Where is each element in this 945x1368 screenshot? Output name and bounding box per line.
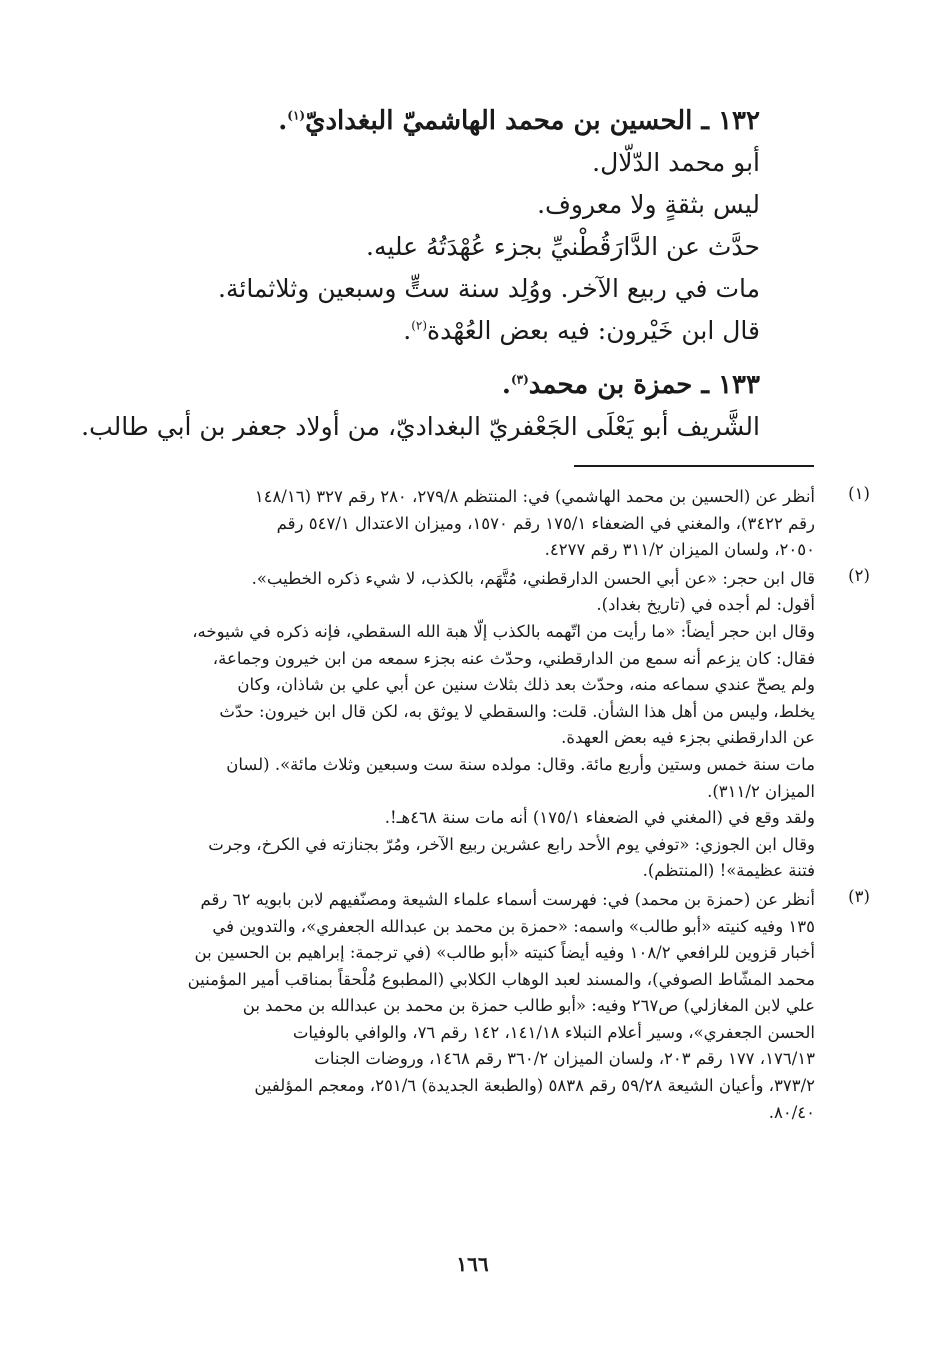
footnote-line: علي لابن المغازلي) ص٢٦٧ وفيه: «أبو طالب حمزة بن محمد بن عبدالله بن محمد بن — [242, 996, 815, 1016]
footnote-ref-3[interactable]: (٣) — [510, 372, 529, 387]
footnote-divider — [574, 465, 814, 467]
footnotes — [100, 484, 870, 1128]
footnote-ref-1[interactable]: (١) — [287, 108, 306, 123]
footnote-line: فقال: كان يزعم أنه سمع من الدارقطني، وحدّث عنه بجزء سمعه من ابن خيرون وجماعة، — [212, 648, 815, 668]
entry-133-line: الشَّريف أبو يَعْلَى الجَعْفريّ البغداديّ، من أولاد جعفر بن أبي طالب. — [81, 412, 760, 441]
footnote-line: محمد المشّاط الصوفي)، والمسند لعبد الوهاب الكلابي (المطبوع مُلْحقاً بمناقب أمير المؤمنين — [187, 969, 815, 989]
footnote-3 — [100, 886, 870, 1126]
footnote-line: أنظر عن (حمزة بن محمد) في: فهرست أسماء علماء الشيعة ومصنّفيهم لابن بابويه ٦٢ رقم — [200, 889, 815, 909]
footnote-line: وقال ابن حجر أيضاً: «ما رأيت من اتّهمه بالكذب إلّا هبة الله السقطي، فإنه ذكره في شيوخه، — [192, 621, 815, 641]
footnote-line: يخلط، وليس من أهل هذا الشأن. قلت: والسقطي لا يوثق به، لكن قال ابن خيرون: حدّث — [219, 701, 815, 721]
entry-133-heading: ١٣٣ ـ حمزة بن محمد$^{(٣)}$. — [501, 370, 760, 400]
footnote-1 — [100, 484, 870, 564]
footnote-line: عن الدارقطني بجزء فيه بعض العهدة. — [561, 728, 815, 748]
footnote-line: الحسن الجعفري»، وسير أعلام النبلاء ١٤١/١٨، ١٤٢ رقم ٧٦، والوافي بالوفيات — [292, 1022, 815, 1042]
footnote-line: أخبار قزوين للرافعي ١٠٨/٢ وفيه أيضاً كنيته «أبو طالب» (في ترجمة: إبراهيم بن الحسين بن — [194, 943, 815, 963]
footnote-line: مات سنة خمس وستين وأربع مائة. وقال: مولده سنة ست وسبعين وثلاث مائة». (لسان — [226, 754, 815, 774]
footnote-2 — [100, 565, 870, 885]
footnote-number: (٢) — [848, 565, 870, 585]
main-text — [81, 100, 760, 448]
page-number: ١٦٦ — [456, 1252, 489, 1276]
footnote-line: ٢٠٥٠، ولسان الميزان ٣١١/٢ رقم ٤٢٧٧. — [544, 540, 815, 560]
entry-132-heading: ١٣٢ ـ الحسين بن محمد الهاشميّ البغداديّ$^{(١)}$. — [278, 106, 760, 136]
entry-132-line: قال ابن خَيْرون: فيه بعض العُهْدة$^{(٢)}$. — [403, 316, 760, 345]
footnote-line: ٨٠/٤٠. — [768, 1102, 815, 1122]
footnote-line: ولم يصحّ عندي سماعه منه، وحدّث بعد ذلك بثلاث سنين عن أبي علي بن شاذان، وكان — [237, 675, 815, 695]
footnote-number: (٣) — [848, 886, 870, 906]
entry-132-line: ليس بثقةٍ ولا معروف. — [537, 190, 760, 219]
footnote-line: الميزان ٣١١/٢). — [707, 781, 815, 801]
footnote-line: ٣٧٣/٢، وأعيان الشيعة ٥٩/٢٨ رقم ٥٨٣٨ (والطبعة الجديدة) ٢٥١/٦، ومعجم المؤلفين — [254, 1076, 815, 1096]
entry-132-line: مات في ربيع الآخر. ووُلِد سنة ستٍّ وسبعين وثلاثمائة. — [218, 274, 760, 303]
footnote-ref-2[interactable]: (٢) — [411, 318, 428, 333]
footnote-number: (١) — [848, 484, 870, 503]
footnote-line: أقول: لم أجده في (تاريخ بغداد). — [596, 595, 815, 615]
footnote-line: أنظر عن (الحسين بن محمد الهاشمي) في: المنتظم ٢٧٩/٨، ٢٨٠ رقم ٣٢٧ (١٤٨/١٦ — [254, 487, 815, 506]
footnote-line: ١٧٦/١٣، ١٧٧ رقم ٢٠٣، ولسان الميزان ٣٦٠/٢ رقم ١٤٦٨، وروضات الجنات — [314, 1049, 815, 1069]
footnote-line: ولقد وقع في (المغني في الضعفاء ١٧٥/١) أنه مات سنة ٤٦٨هـ!. — [384, 808, 815, 828]
footnote-line: وقال ابن الجوزي: «توفي يوم الأحد رابع عشرين ربيع الآخر، ومُرّ بجنازته في الكرخ، وجرت — [208, 834, 815, 854]
footnote-line: رقم ٣٤٢٢)، والمغني في الضعفاء ١٧٥/١ رقم ١٥٧٠، وميزان الاعتدال ٥٤٧/١ رقم — [276, 513, 815, 533]
entry-132-line: حدَّث عن الدَّارَقُطْنيِّ بجزء عُهْدَتُهُ عليه. — [366, 232, 760, 261]
footnote-line: ١٣٥ وفيه كنيته «أبو طالب» واسمه: «حمزة بن محمد بن عبدالله الجعفري»، والتدوين في — [212, 916, 815, 936]
footnote-line: فتنة عظيمة»! (المنتظم). — [642, 861, 815, 881]
footnote-line: قال ابن حجر: «عن أبي الحسن الدارقطني، مُتَّهَم، بالكذب، لا شيء ذكره الخطيب». — [251, 568, 815, 588]
entry-132-line: أبو محمد الدّلّال. — [592, 148, 760, 177]
